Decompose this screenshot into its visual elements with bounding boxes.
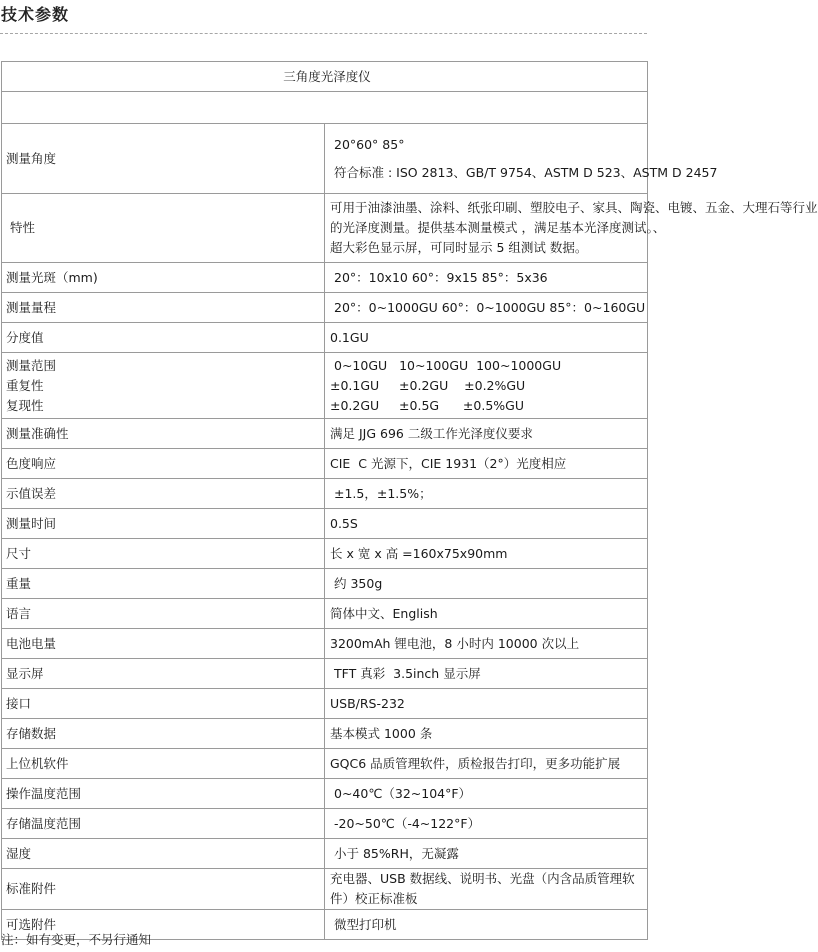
row-value — [325, 910, 648, 940]
row-label: 接口 — [2, 689, 325, 719]
row-label: 重量 — [2, 569, 325, 599]
row-label: 测量光斑（mm) — [2, 263, 325, 293]
row-label: 显示屏 — [2, 659, 325, 689]
row-value — [325, 353, 648, 419]
section-heading: 技术参数 — [1, 5, 70, 24]
row-value — [325, 569, 648, 599]
value-line: TFT 真彩 3.5inch 显示屏 — [334, 665, 481, 681]
row-label: 上位机软件 — [2, 749, 325, 779]
value-line: CIE C 光源下，CIE 1931（2°）光度相应 — [330, 455, 567, 471]
row-label: 尺寸 — [2, 539, 325, 569]
value-line: USB/RS-232 — [330, 695, 405, 711]
value-line: 的光泽度测量。提供基本测量模式 ，满足基本光泽度测试。、 — [330, 220, 666, 235]
footnote: 注：如有变更，不另行通知 — [1, 932, 152, 947]
row-value — [325, 689, 648, 719]
label-line: 测量范围 — [6, 357, 57, 373]
value-line: 20°：10x10 60°：9x15 85°：5x36 — [334, 269, 548, 285]
value-line: 充电器、USB 数据线、说明书、光盘（内含品质管理软件）校正标准板 — [330, 871, 635, 906]
value-line: 0~10GU 10~100GU 100~1000GU — [334, 357, 562, 373]
value-line: 微型打印机 — [334, 916, 397, 932]
value-line: ±1.5，±1.5%； — [334, 485, 432, 501]
value-line: 可用于油漆油墨、涂料、纸张印刷、塑胶电子、家具、陶瓷、电镀、五金、大理石等行业 — [330, 200, 818, 215]
value-line: 长 x 宽 x 高 =160x75x90mm — [330, 545, 508, 561]
row-label: 测量时间 — [2, 509, 325, 539]
row-label: 语言 — [2, 599, 325, 629]
row-value — [325, 449, 648, 479]
value-line: 超大彩色显示屏，可同时显示 5 组测试 数据。 — [330, 240, 588, 255]
value-line: 0.5S — [330, 515, 358, 531]
row-label — [2, 353, 325, 419]
value-line: ±0.1GU ±0.2GU ±0.2%GU — [330, 377, 526, 393]
value-line: 3200mAh 锂电池，8 小时内 10000 次以上 — [330, 635, 580, 651]
row-value — [325, 599, 648, 629]
row-label: 示值误差 — [2, 479, 325, 509]
label-line: 复现性 — [6, 397, 44, 413]
value-line: 满足 JJG 696 二级工作光泽度仪要求 — [330, 425, 533, 441]
row-label: 分度值 — [2, 323, 325, 353]
row-label: 可选附件 — [2, 910, 325, 940]
row-value — [325, 719, 648, 749]
row-label: 特性 — [2, 194, 325, 263]
row-value — [325, 869, 648, 910]
row-value — [325, 419, 648, 449]
row-label: 色度响应 — [2, 449, 325, 479]
value-line: 0.1GU — [330, 329, 369, 345]
value-line: 基本模式 1000 条 — [330, 725, 433, 741]
row-value — [325, 539, 648, 569]
row-value — [325, 263, 648, 293]
value-line: 约 350g — [334, 575, 383, 591]
spec-table — [1, 61, 818, 940]
row-value — [325, 809, 648, 839]
label-line: 重复性 — [6, 377, 44, 393]
dashed-divider — [0, 33, 647, 34]
row-label: 湿度 — [2, 839, 325, 869]
row-value — [325, 839, 648, 869]
row-label: 标准附件 — [2, 869, 325, 910]
row-label: 测量角度 — [2, 124, 325, 194]
value-line: 小于 85%RH，无凝露 — [334, 845, 459, 861]
row-value — [325, 659, 648, 689]
row-value — [325, 749, 648, 779]
row-value — [325, 124, 718, 194]
value-line: -20~50℃（-4~122°F） — [334, 815, 481, 831]
value-line: ±0.2GU ±0.5G ±0.5%GU — [330, 397, 525, 413]
value-line: 20°：0~1000GU 60°：0~1000GU 85°：0~160GU — [334, 299, 646, 315]
value-line: 20°60° 85° — [334, 136, 405, 152]
row-label: 操作温度范围 — [2, 779, 325, 809]
row-value — [325, 194, 818, 263]
value-line: 简体中文、English — [330, 605, 438, 621]
row-label: 测量量程 — [2, 293, 325, 323]
value-line: 0~40℃（32~104°F） — [334, 785, 472, 801]
value-line: GQC6 品质管理软件，质检报告打印，更多功能扩展 — [330, 755, 621, 771]
value-line: 符合标准 : ISO 2813、GB/T 9754、ASTM D 523、ASTM D 2457 — [334, 164, 718, 180]
row-label: 测量准确性 — [2, 419, 325, 449]
row-label: 存储温度范围 — [2, 809, 325, 839]
row-value — [325, 509, 648, 539]
row-value — [325, 779, 648, 809]
row-value — [325, 323, 648, 353]
row-label: 存储数据 — [2, 719, 325, 749]
row-label: 电池电量 — [2, 629, 325, 659]
row-value — [325, 293, 648, 323]
row-value — [325, 479, 648, 509]
row-value — [325, 629, 648, 659]
table-title: 三角度光泽度仪 — [2, 62, 648, 92]
blank-row — [2, 92, 648, 124]
